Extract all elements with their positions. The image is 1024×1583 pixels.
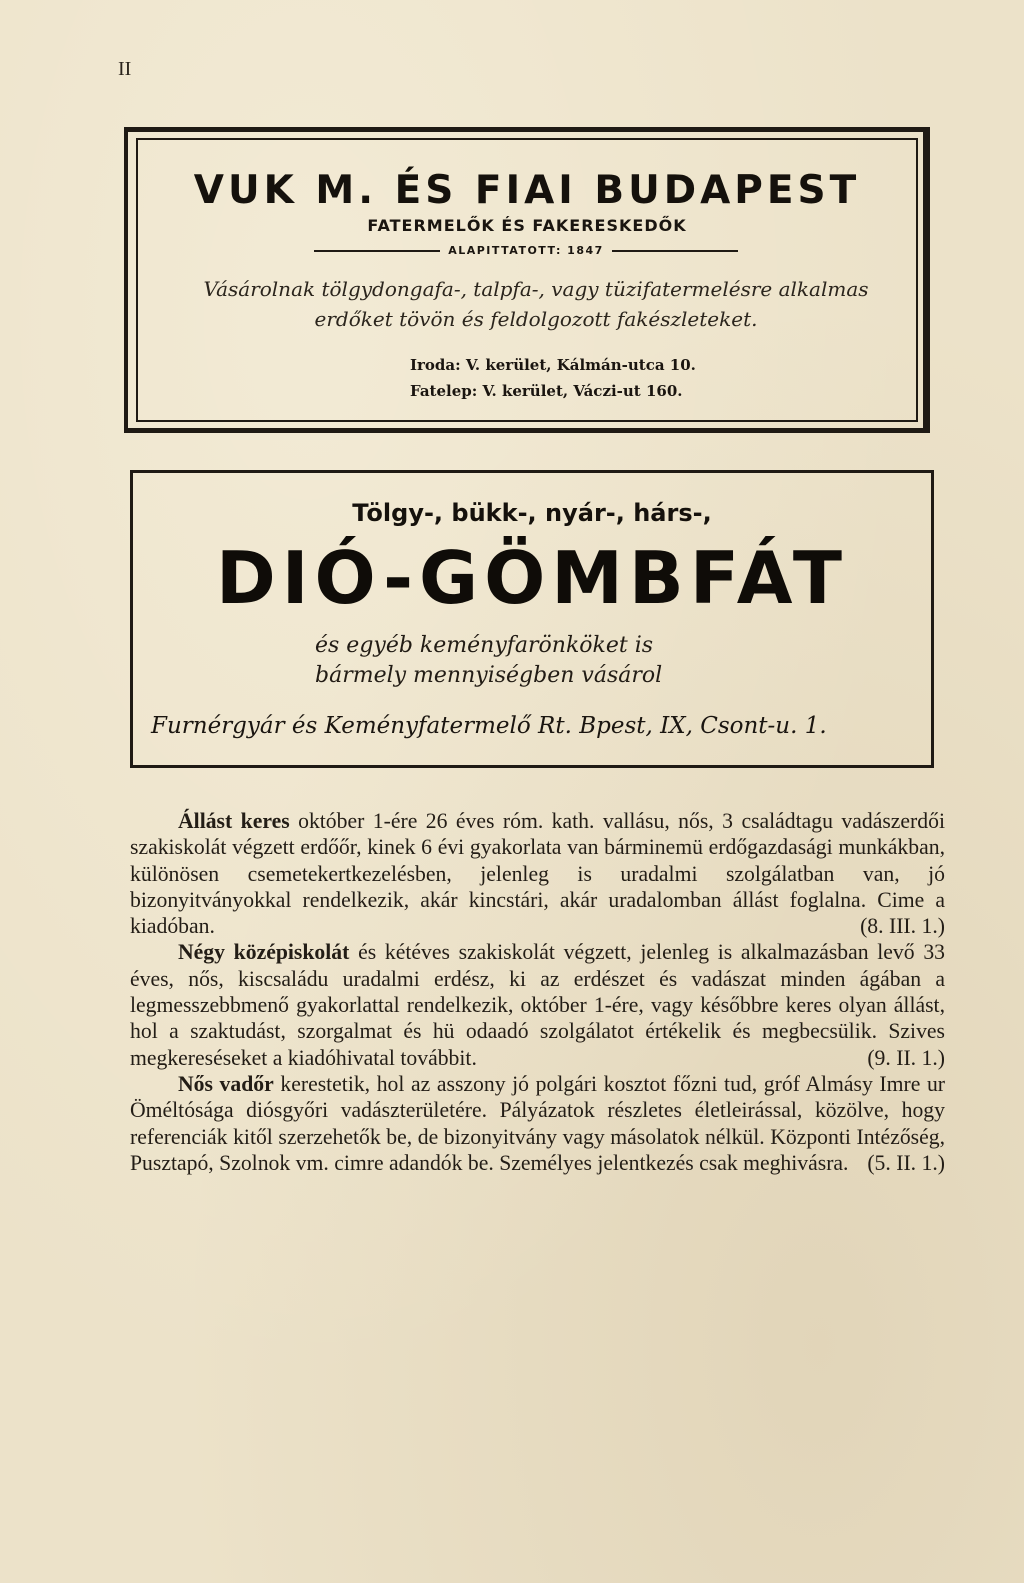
vuk-advertisement — [124, 127, 930, 433]
classified-body: október 1-ére 26 éves róm. kath. vallásu, nős, 3 családtagu vadászerdői szakiskolát végzett erdőőr, kinek 6 évi gyakorlata van bárminemü erdőgazdasági munkákban, különösen csemetekertkezelésben, jelenleg is uradalmi szolgálatban van, jó bizonyitványokkal rendelkezik, akár kincstári, akár uradalomban állást foglalna. Cime a kiadóban. — [130, 809, 945, 939]
furner-ad-wood-types: Tölgy-, bükk-, nyár-, hárs-, — [352, 499, 712, 527]
classified-code: (8. III. 1.) — [860, 914, 945, 939]
classified-lead: Nős vadőr — [178, 1071, 274, 1096]
vuk-ad-title: VUK M. ÉS FIAI BUDAPEST — [193, 168, 861, 213]
furner-ad-company: Furnérgyár és Keményfatermelő Rt. Bpest, IX, Csont-u. 1. — [151, 713, 827, 739]
classified-listing — [130, 1071, 945, 1176]
vuk-ad-founded: ALAPITTATOTT: 1847 — [448, 244, 604, 257]
classified-body: és kétéves szakiskolát végzett, jelenleg is alkalmazásban levő 33 éves, nős, kiscsaládu uradalmi erdész, ki az erdészet és vadászat minden ágában a legmesszebbmenő gyakorlattal rendelkezik, október 1-ére, vagy későbbre keres olyan állást, hol a szaktudást, szorgalmat és hü odaadó szolgálatot értékelik és megbecsülik. Szives megkereséseket a kiadóhivatal továbbit. — [130, 940, 946, 1070]
divider — [314, 250, 440, 252]
vuk-ad-subtitle: FATERMELŐK ÉS FAKERESKEDŐK — [367, 216, 687, 235]
vuk-ad-office-address: Iroda: V. kerület, Kálmán-utca 10. — [410, 356, 696, 374]
classified-body: kerestetik, hol az asszony jó polgári kosztot főzni tud, gróf Almásy Imre ur Öméltósága diósgyőri vadászterületére. Pályázatok részletes életleirással, közölve, hogy referenciák kitől szerzehetők be, de bizonyitvány vagy másolatok nélkül. Központi Intézőség, Pusztapó, Szolnok vm. cimre adandók be. Személyes jelentkezés csak meghivásra. — [130, 1071, 946, 1175]
page-number: II — [118, 58, 132, 80]
vuk-ad-description: Vásárolnak tölgydongafa-, talpfa-, vagy tüzifatermelésre alkalmas erdőket tövön és feldolgozott fakészleteket. — [203, 277, 869, 331]
vuk-advertisement-inner-frame — [136, 138, 918, 422]
classified-listing — [130, 808, 945, 939]
vuk-ad-addresses — [410, 352, 696, 404]
classified-code: (9. II. 1.) — [867, 1045, 945, 1070]
furner-ad-description — [315, 631, 662, 691]
classified-lead: Négy középiskolát — [178, 940, 350, 965]
classifieds-section — [130, 808, 945, 1176]
classified-lead: Állást keres — [178, 809, 290, 833]
furner-ad-headline: DIÓ-GÖMBFÁT — [216, 536, 848, 620]
classified-listing — [130, 939, 945, 1070]
classified-code: (5. II. 1.) — [867, 1150, 945, 1175]
divider — [612, 250, 738, 252]
vuk-ad-yard-address: Fatelep: V. kerület, Váczi-ut 160. — [410, 382, 683, 400]
furner-advertisement — [130, 470, 934, 768]
furner-ad-description-line: és egyéb keményfarönköket is — [315, 633, 654, 658]
furner-ad-description-line: bármely mennyiségben vásárol — [315, 663, 663, 688]
vuk-ad-founded-line — [306, 244, 746, 257]
